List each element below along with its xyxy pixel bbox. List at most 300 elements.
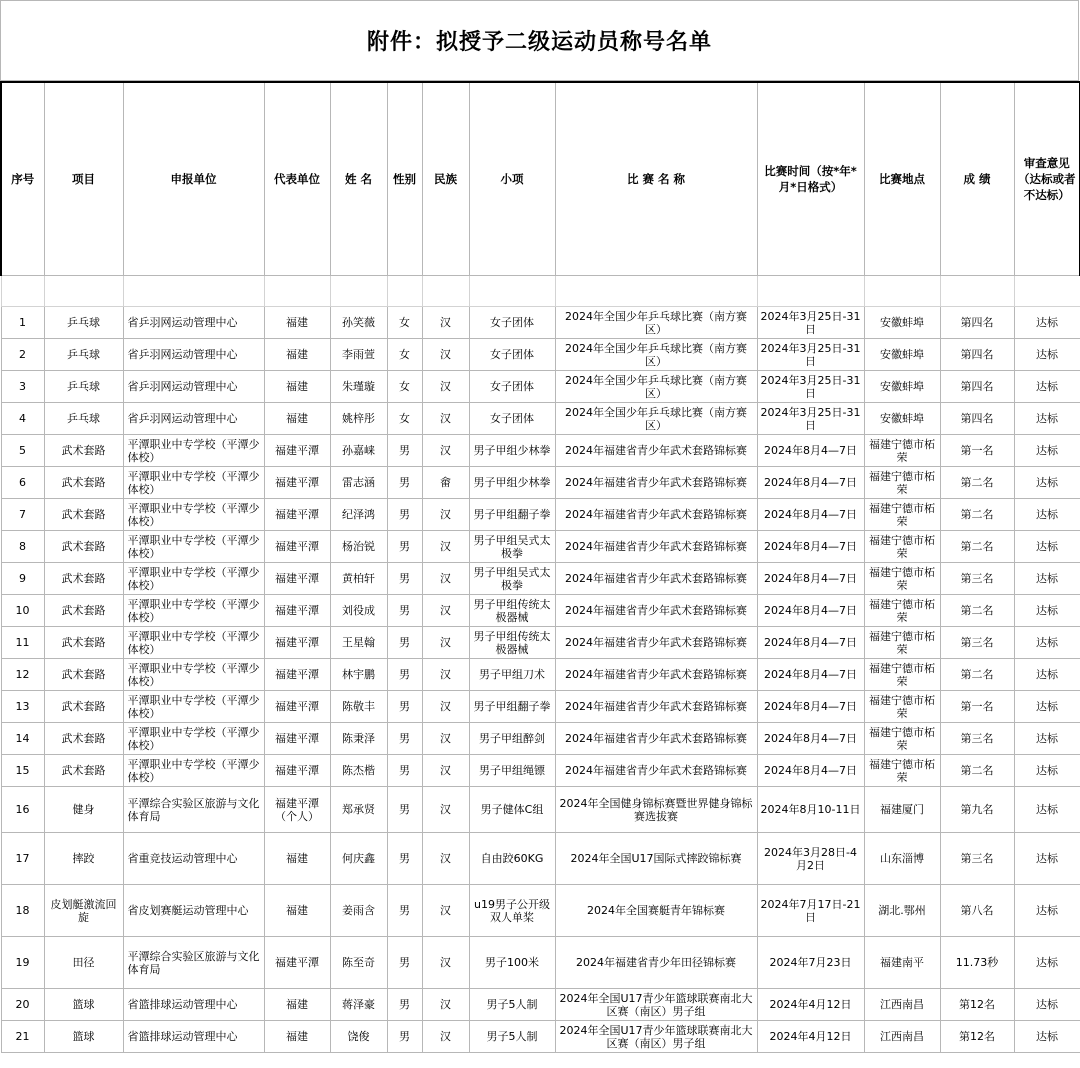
table-cell: 福建 <box>264 371 330 403</box>
table-cell: 第二名 <box>940 531 1014 563</box>
header-cell: 民族 <box>422 82 469 276</box>
table-cell: 男子甲组传统太极器械 <box>469 595 555 627</box>
table-cell: 15 <box>1 755 44 787</box>
table-cell: 第二名 <box>940 755 1014 787</box>
table-cell: 男 <box>387 499 422 531</box>
table-cell: 黄柏轩 <box>330 563 387 595</box>
table-cell: 男子甲组吴式太极拳 <box>469 563 555 595</box>
table-cell: 第三名 <box>940 723 1014 755</box>
table-cell: 2024年8月4—7日 <box>757 563 864 595</box>
table-cell: 第一名 <box>940 435 1014 467</box>
header-cell: 成 绩 <box>940 82 1014 276</box>
table-cell: 陈至奇 <box>330 937 387 989</box>
table-cell: 18 <box>1 885 44 937</box>
table-cell: 2024年4月12日 <box>757 989 864 1021</box>
table-cell: 皮划艇激流回旋 <box>44 885 123 937</box>
table-cell: 女子团体 <box>469 403 555 435</box>
table-cell: 福建平潭 <box>264 435 330 467</box>
table-cell: 福建 <box>264 339 330 371</box>
table-cell: 17 <box>1 833 44 885</box>
table-cell: 2024年全国少年乒乓球比赛（南方赛区） <box>555 371 757 403</box>
table-cell: 第一名 <box>940 691 1014 723</box>
table-cell: 武术套路 <box>44 435 123 467</box>
table-cell: 福建宁德市柘荣 <box>864 659 940 691</box>
table-cell: 武术套路 <box>44 723 123 755</box>
table-cell: 篮球 <box>44 1021 123 1053</box>
table-cell: 汉 <box>422 499 469 531</box>
table-cell: 男子5人制 <box>469 1021 555 1053</box>
table-cell: 福建 <box>264 403 330 435</box>
table-cell: 2024年8月4—7日 <box>757 499 864 531</box>
table-cell: 4 <box>1 403 44 435</box>
table-cell: 2024年8月4—7日 <box>757 723 864 755</box>
table-cell: 达标 <box>1014 339 1080 371</box>
table-cell: 武术套路 <box>44 563 123 595</box>
table-cell: 江西南昌 <box>864 989 940 1021</box>
table-cell: 6 <box>1 467 44 499</box>
table-cell: 男 <box>387 435 422 467</box>
table-cell: 达标 <box>1014 627 1080 659</box>
table-cell: 乒乓球 <box>44 307 123 339</box>
table-cell: 2024年3月25日-31日 <box>757 339 864 371</box>
table-cell: 福建平潭 <box>264 531 330 563</box>
table-cell: 达标 <box>1014 531 1080 563</box>
table-cell: 林宇鹏 <box>330 659 387 691</box>
table-cell: 福建平潭 <box>264 659 330 691</box>
table-cell: 第二名 <box>940 595 1014 627</box>
table-row <box>1 595 1080 627</box>
table-cell: 福建平潭 <box>264 755 330 787</box>
table-cell: 第四名 <box>940 307 1014 339</box>
table-cell: 第四名 <box>940 339 1014 371</box>
table-cell: 男 <box>387 833 422 885</box>
table-cell: 2024年8月4—7日 <box>757 627 864 659</box>
table-cell: 2024年福建省青少年武术套路锦标赛 <box>555 595 757 627</box>
table-cell: 福建平潭 <box>264 499 330 531</box>
table-cell: 10 <box>1 595 44 627</box>
table-cell: 3 <box>1 371 44 403</box>
table-cell: 汉 <box>422 833 469 885</box>
table-cell: 饶俊 <box>330 1021 387 1053</box>
header-cell: 申报单位 <box>123 82 264 276</box>
table-cell: 男子甲组翻子拳 <box>469 691 555 723</box>
table-header <box>1 82 1080 276</box>
table-cell: 汉 <box>422 989 469 1021</box>
table-cell: 畲 <box>422 467 469 499</box>
table-cell: 2024年3月28日-4月2日 <box>757 833 864 885</box>
table-cell: 男 <box>387 787 422 833</box>
table-cell: 21 <box>1 1021 44 1053</box>
table-cell: 达标 <box>1014 787 1080 833</box>
table-cell: 第三名 <box>940 563 1014 595</box>
table-cell: 省篮排球运动管理中心 <box>123 1021 264 1053</box>
table-cell: 2024年8月4—7日 <box>757 435 864 467</box>
table-cell: 女 <box>387 371 422 403</box>
table-cell: 孙嘉崃 <box>330 435 387 467</box>
table-cell: 11 <box>1 627 44 659</box>
table-cell: 福建南平 <box>864 937 940 989</box>
table-row <box>1 787 1080 833</box>
table-cell: 朱瑾璇 <box>330 371 387 403</box>
table-row <box>1 371 1080 403</box>
table-row <box>1 435 1080 467</box>
table-cell: 14 <box>1 723 44 755</box>
table-cell: 王星翰 <box>330 627 387 659</box>
header-cell: 代表单位 <box>264 82 330 276</box>
table-row <box>1 989 1080 1021</box>
table-cell: 安徽蚌埠 <box>864 307 940 339</box>
table-cell: 男子5人制 <box>469 989 555 1021</box>
table-cell: 达标 <box>1014 937 1080 989</box>
table-cell: 2024年3月25日-31日 <box>757 403 864 435</box>
table-row <box>1 691 1080 723</box>
table-cell: 乒乓球 <box>44 339 123 371</box>
table-cell: 乒乓球 <box>44 371 123 403</box>
table-cell: 平潭职业中专学校（平潭少体校） <box>123 563 264 595</box>
table-row <box>1 627 1080 659</box>
table-cell: 男 <box>387 627 422 659</box>
table-cell: 16 <box>1 787 44 833</box>
table-cell: 福建 <box>264 307 330 339</box>
table-cell: 达标 <box>1014 1021 1080 1053</box>
table-cell: 汉 <box>422 787 469 833</box>
table-row <box>1 659 1080 691</box>
table-cell: 男子甲组绳镖 <box>469 755 555 787</box>
table-cell: 11.73秒 <box>940 937 1014 989</box>
table-cell: 第二名 <box>940 659 1014 691</box>
table-cell: 达标 <box>1014 723 1080 755</box>
table-cell: 男 <box>387 885 422 937</box>
table-cell: 何庆鑫 <box>330 833 387 885</box>
table-cell: u19男子公开级双人单桨 <box>469 885 555 937</box>
table-cell: 山东淄博 <box>864 833 940 885</box>
table-cell: 第12名 <box>940 989 1014 1021</box>
table-cell: 女子团体 <box>469 371 555 403</box>
table-cell: 女子团体 <box>469 339 555 371</box>
table-cell: 福建平潭 <box>264 691 330 723</box>
table-row <box>1 833 1080 885</box>
table-cell: 男子甲组翻子拳 <box>469 499 555 531</box>
table-cell: 男子甲组少林拳 <box>469 435 555 467</box>
page-title: 附件：拟授予二级运动员称号名单 <box>366 30 712 55</box>
table-cell: 武术套路 <box>44 467 123 499</box>
table-cell: 汉 <box>422 307 469 339</box>
header-cell: 项目 <box>44 82 123 276</box>
table-cell: 男 <box>387 723 422 755</box>
table-body <box>1 307 1080 1053</box>
table-cell: 2024年8月4—7日 <box>757 531 864 563</box>
table-cell: 男子100米 <box>469 937 555 989</box>
table-row <box>1 885 1080 937</box>
table-cell: 12 <box>1 659 44 691</box>
table-cell: 男 <box>387 563 422 595</box>
table-cell: 福建宁德市柘荣 <box>864 755 940 787</box>
table-cell: 福建宁德市柘荣 <box>864 691 940 723</box>
table-cell: 福建宁德市柘荣 <box>864 435 940 467</box>
table-cell: 达标 <box>1014 467 1080 499</box>
blank-row <box>1 276 1080 307</box>
table-cell: 福建平潭 <box>264 723 330 755</box>
header-cell: 姓 名 <box>330 82 387 276</box>
table-cell: 2024年全国U17青少年篮球联赛南北大区赛（南区）男子组 <box>555 1021 757 1053</box>
table-cell: 第四名 <box>940 371 1014 403</box>
table-cell: 武术套路 <box>44 595 123 627</box>
table-cell: 男子甲组吴式太极拳 <box>469 531 555 563</box>
table-cell: 陈杰楷 <box>330 755 387 787</box>
table-cell: 福建平潭 <box>264 563 330 595</box>
table-cell: 第九名 <box>940 787 1014 833</box>
table-cell: 2024年8月4—7日 <box>757 691 864 723</box>
table-cell: 2024年8月10-11日 <box>757 787 864 833</box>
table-cell: 平潭综合实验区旅游与文化体育局 <box>123 787 264 833</box>
table-cell: 2024年3月25日-31日 <box>757 307 864 339</box>
table-cell: 陈敬丰 <box>330 691 387 723</box>
table-cell: 湖北.鄂州 <box>864 885 940 937</box>
table-cell: 达标 <box>1014 563 1080 595</box>
table-cell: 2024年福建省青少年武术套路锦标赛 <box>555 723 757 755</box>
table-cell: 自由跤60KG <box>469 833 555 885</box>
table-cell: 江西南昌 <box>864 1021 940 1053</box>
table-cell: 2024年8月4—7日 <box>757 595 864 627</box>
table-cell: 男子健体C组 <box>469 787 555 833</box>
table-cell: 男 <box>387 691 422 723</box>
table-row <box>1 403 1080 435</box>
table-cell: 福建宁德市柘荣 <box>864 531 940 563</box>
table-cell: 平潭职业中专学校（平潭少体校） <box>123 499 264 531</box>
table-cell: 福建平潭 <box>264 627 330 659</box>
table-cell: 达标 <box>1014 989 1080 1021</box>
table-cell: 省皮划赛艇运动管理中心 <box>123 885 264 937</box>
table-cell: 2024年福建省青少年武术套路锦标赛 <box>555 499 757 531</box>
table-cell: 8 <box>1 531 44 563</box>
table-cell: 安徽蚌埠 <box>864 371 940 403</box>
table-cell: 13 <box>1 691 44 723</box>
table-cell: 女子团体 <box>469 307 555 339</box>
table-cell: 女 <box>387 307 422 339</box>
table-cell: 2024年7月23日 <box>757 937 864 989</box>
table-cell: 孙笑薇 <box>330 307 387 339</box>
table-cell: 男 <box>387 531 422 563</box>
table-cell: 2024年全国少年乒乓球比赛（南方赛区） <box>555 307 757 339</box>
table-cell: 福建 <box>264 989 330 1021</box>
table-cell: 平潭职业中专学校（平潭少体校） <box>123 755 264 787</box>
header-cell: 审查意见（达标或者不达标） <box>1014 82 1080 276</box>
table-cell: 19 <box>1 937 44 989</box>
table-cell: 乒乓球 <box>44 403 123 435</box>
table-cell: 省乒羽网运动管理中心 <box>123 307 264 339</box>
title-band <box>0 0 1079 81</box>
table-cell: 2024年福建省青少年武术套路锦标赛 <box>555 531 757 563</box>
table-cell: 达标 <box>1014 659 1080 691</box>
table-cell: 男子甲组刀术 <box>469 659 555 691</box>
table-cell: 汉 <box>422 691 469 723</box>
table-cell: 省乒羽网运动管理中心 <box>123 371 264 403</box>
table-cell: 省乒羽网运动管理中心 <box>123 403 264 435</box>
table-cell: 平潭综合实验区旅游与文化体育局 <box>123 937 264 989</box>
table-cell: 2024年全国U17青少年篮球联赛南北大区赛（南区）男子组 <box>555 989 757 1021</box>
table-cell: 福建平潭（个人） <box>264 787 330 833</box>
table-cell: 第三名 <box>940 833 1014 885</box>
table-cell: 第二名 <box>940 499 1014 531</box>
table-cell: 福建厦门 <box>864 787 940 833</box>
table-cell: 汉 <box>422 885 469 937</box>
table-cell: 2024年全国健身锦标赛暨世界健身锦标赛选拔赛 <box>555 787 757 833</box>
table-cell: 男 <box>387 989 422 1021</box>
table-cell: 田径 <box>44 937 123 989</box>
table-cell: 郑承贤 <box>330 787 387 833</box>
table-cell: 2024年福建省青少年武术套路锦标赛 <box>555 659 757 691</box>
table-cell: 安徽蚌埠 <box>864 339 940 371</box>
table-cell: 达标 <box>1014 755 1080 787</box>
table-row <box>1 467 1080 499</box>
table-cell: 姜雨含 <box>330 885 387 937</box>
table-cell: 2024年3月25日-31日 <box>757 371 864 403</box>
table-row <box>1 531 1080 563</box>
table-cell: 平潭职业中专学校（平潭少体校） <box>123 627 264 659</box>
table-cell: 男子甲组少林拳 <box>469 467 555 499</box>
table-cell: 5 <box>1 435 44 467</box>
table-cell: 平潭职业中专学校（平潭少体校） <box>123 467 264 499</box>
table-cell: 汉 <box>422 371 469 403</box>
table-cell: 平潭职业中专学校（平潭少体校） <box>123 595 264 627</box>
table-cell: 达标 <box>1014 691 1080 723</box>
table-cell: 达标 <box>1014 435 1080 467</box>
table-cell: 达标 <box>1014 833 1080 885</box>
table-cell: 汉 <box>422 659 469 691</box>
table-cell: 男 <box>387 595 422 627</box>
table-cell: 武术套路 <box>44 499 123 531</box>
table-cell: 第三名 <box>940 627 1014 659</box>
header-cell: 性别 <box>387 82 422 276</box>
table-cell: 刘役成 <box>330 595 387 627</box>
table-cell: 2024年福建省青少年田径锦标赛 <box>555 937 757 989</box>
table-cell: 福建宁德市柘荣 <box>864 595 940 627</box>
table-cell: 平潭职业中专学校（平潭少体校） <box>123 435 264 467</box>
table-cell: 男 <box>387 467 422 499</box>
table-cell: 达标 <box>1014 595 1080 627</box>
table-cell: 武术套路 <box>44 755 123 787</box>
table-cell: 汉 <box>422 339 469 371</box>
table-cell: 福建宁德市柘荣 <box>864 723 940 755</box>
table-cell: 达标 <box>1014 371 1080 403</box>
table-cell: 2024年福建省青少年武术套路锦标赛 <box>555 435 757 467</box>
table-cell: 省篮排球运动管理中心 <box>123 989 264 1021</box>
table-cell: 李雨萱 <box>330 339 387 371</box>
header-row <box>1 82 1080 276</box>
header-cell: 比赛地点 <box>864 82 940 276</box>
table-cell: 汉 <box>422 723 469 755</box>
table-cell: 2024年全国少年乒乓球比赛（南方赛区） <box>555 339 757 371</box>
table-cell: 2024年福建省青少年武术套路锦标赛 <box>555 691 757 723</box>
table-cell: 福建平潭 <box>264 937 330 989</box>
table-cell: 第二名 <box>940 467 1014 499</box>
table-cell: 男 <box>387 755 422 787</box>
table-cell: 2024年福建省青少年武术套路锦标赛 <box>555 563 757 595</box>
table-cell: 男 <box>387 937 422 989</box>
table-cell: 2 <box>1 339 44 371</box>
table-cell: 汉 <box>422 531 469 563</box>
table-cell: 2024年全国U17国际式摔跤锦标赛 <box>555 833 757 885</box>
header-cell: 比赛时间（按*年*月*日格式） <box>757 82 864 276</box>
table-cell: 男 <box>387 1021 422 1053</box>
athlete-table <box>0 81 1080 1053</box>
table-cell: 福建平潭 <box>264 467 330 499</box>
table-cell: 2024年福建省青少年武术套路锦标赛 <box>555 467 757 499</box>
table-cell: 福建宁德市柘荣 <box>864 563 940 595</box>
table-cell: 福建宁德市柘荣 <box>864 499 940 531</box>
table-cell: 福建 <box>264 885 330 937</box>
table-cell: 第八名 <box>940 885 1014 937</box>
table-cell: 达标 <box>1014 307 1080 339</box>
table-cell: 福建宁德市柘荣 <box>864 467 940 499</box>
table-cell: 福建宁德市柘荣 <box>864 627 940 659</box>
table-cell: 省重竞技运动管理中心 <box>123 833 264 885</box>
table-cell: 2024年8月4—7日 <box>757 755 864 787</box>
table-cell: 平潭职业中专学校（平潭少体校） <box>123 531 264 563</box>
table-cell: 达标 <box>1014 885 1080 937</box>
table-cell: 男子甲组醉剑 <box>469 723 555 755</box>
table-cell: 平潭职业中专学校（平潭少体校） <box>123 659 264 691</box>
table-cell: 2024年8月4—7日 <box>757 659 864 691</box>
table-cell: 平潭职业中专学校（平潭少体校） <box>123 723 264 755</box>
table-cell: 武术套路 <box>44 691 123 723</box>
blank-row-group <box>1 276 1080 307</box>
table-cell: 平潭职业中专学校（平潭少体校） <box>123 691 264 723</box>
table-row <box>1 1021 1080 1053</box>
header-cell: 序号 <box>1 82 44 276</box>
table-cell: 蒋泽豪 <box>330 989 387 1021</box>
table-cell: 男 <box>387 659 422 691</box>
table-cell: 陈秉泽 <box>330 723 387 755</box>
table-cell: 7 <box>1 499 44 531</box>
table-cell: 武术套路 <box>44 627 123 659</box>
table-cell: 2024年7月17日-21日 <box>757 885 864 937</box>
table-row <box>1 563 1080 595</box>
table-cell: 省乒羽网运动管理中心 <box>123 339 264 371</box>
table-cell: 20 <box>1 989 44 1021</box>
table-cell: 汉 <box>422 937 469 989</box>
table-cell: 2024年福建省青少年武术套路锦标赛 <box>555 755 757 787</box>
table-cell: 9 <box>1 563 44 595</box>
table-cell: 第四名 <box>940 403 1014 435</box>
table-cell: 汉 <box>422 1021 469 1053</box>
table-cell: 2024年全国赛艇青年锦标赛 <box>555 885 757 937</box>
table-cell: 篮球 <box>44 989 123 1021</box>
table-cell: 雷志涵 <box>330 467 387 499</box>
table-cell: 摔跤 <box>44 833 123 885</box>
table-cell: 2024年福建省青少年武术套路锦标赛 <box>555 627 757 659</box>
table-cell: 安徽蚌埠 <box>864 403 940 435</box>
table-cell: 杨治锐 <box>330 531 387 563</box>
table-cell: 武术套路 <box>44 531 123 563</box>
table-row <box>1 723 1080 755</box>
table-cell: 2024年4月12日 <box>757 1021 864 1053</box>
table-cell: 福建平潭 <box>264 595 330 627</box>
header-cell: 比 赛 名 称 <box>555 82 757 276</box>
table-cell: 汉 <box>422 755 469 787</box>
table-cell: 汉 <box>422 563 469 595</box>
table-cell: 男子甲组传统太极器械 <box>469 627 555 659</box>
table-cell: 2024年全国少年乒乓球比赛（南方赛区） <box>555 403 757 435</box>
table-cell: 女 <box>387 339 422 371</box>
table-row <box>1 937 1080 989</box>
table-row <box>1 499 1080 531</box>
table-row <box>1 307 1080 339</box>
table-cell: 女 <box>387 403 422 435</box>
header-cell: 小项 <box>469 82 555 276</box>
table-cell: 1 <box>1 307 44 339</box>
table-cell: 汉 <box>422 403 469 435</box>
